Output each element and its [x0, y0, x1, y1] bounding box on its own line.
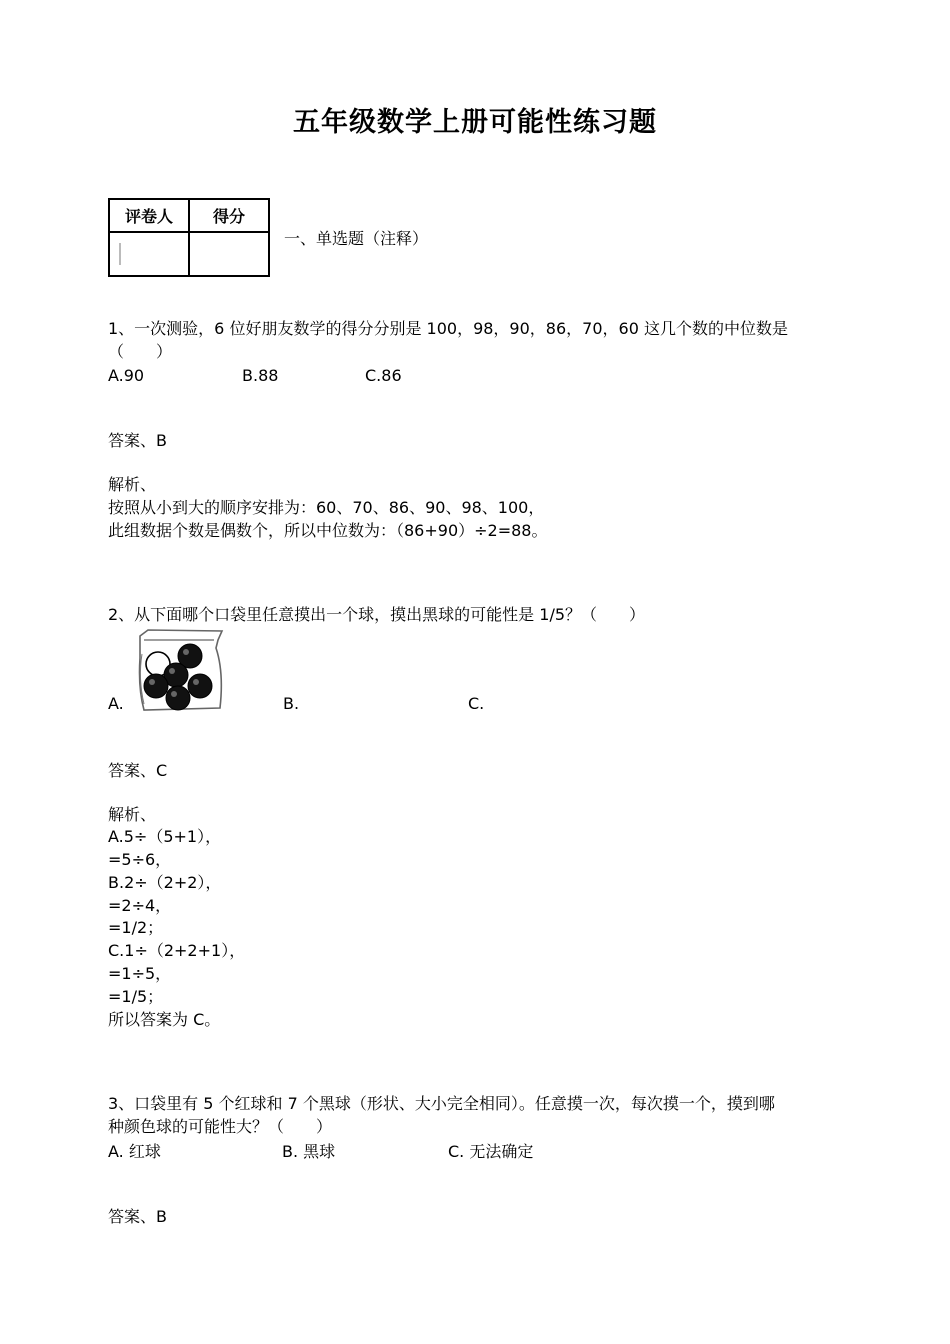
q1-stem-line2: （ ）: [108, 342, 173, 361]
q2-analysis-line: =2÷4，: [108, 896, 172, 915]
grader-header: 评卷人: [109, 199, 189, 232]
q2-analysis-line: B.2÷（2+2），: [108, 873, 222, 892]
q2-analysis-line: A.5÷（5+1），: [108, 827, 222, 846]
q2-answer: 答案、C: [108, 761, 168, 780]
q1-answer: 答案、B: [108, 431, 167, 450]
stray-mark: [119, 243, 121, 265]
grader-cell: [109, 232, 189, 276]
q2-analysis-line: =1÷5，: [108, 964, 172, 983]
page-title: 五年级数学上册可能性练习题: [293, 107, 657, 138]
score-header: 得分: [189, 199, 269, 232]
q3-option-c: C. 无法确定: [448, 1142, 534, 1161]
q2-option-b: B.: [283, 694, 300, 713]
score-cell: [189, 232, 269, 276]
q2-analysis-line: C.1÷（2+2+1），: [108, 941, 246, 960]
q2-analysis-line: =5÷6，: [108, 850, 172, 869]
q2-analysis-line: =1/5；: [108, 987, 164, 1006]
q1-stem-line1: 1、一次测验，6 位好朋友数学的得分分别是 100，98，90，86，70，60 这几个数的中位数是: [108, 319, 788, 338]
section-heading: 一、单选题（注释）: [284, 229, 429, 248]
score-table: [108, 198, 270, 277]
q3-stem-line1: 3、口袋里有 5 个红球和 7 个黑球（形状、大小完全相同）。任意摸一次，每次摸一个，摸到哪: [108, 1094, 775, 1113]
q2-analysis-line: =1/2；: [108, 918, 164, 937]
q2-option-a: A.: [108, 694, 124, 713]
q3-option-b: B. 黑球: [282, 1142, 336, 1161]
q3-stem-line2: 种颜色球的可能性大？（ ）: [108, 1117, 333, 1136]
q2-analysis-label: 解析、: [108, 805, 157, 824]
q1-option-c: C.86: [365, 366, 402, 385]
q1-analysis-line: 此组数据个数是偶数个，所以中位数为：（86+90）÷2=88。: [108, 521, 548, 540]
q2-option-c: C.: [468, 694, 485, 713]
q3-answer: 答案、B: [108, 1207, 167, 1226]
ball-bag-image: [134, 628, 226, 716]
q1-analysis-line: 按照从小到大的顺序安排为：60、70、86、90、98、100，: [108, 498, 545, 517]
q2-analysis-line: 所以答案为 C。: [108, 1010, 221, 1029]
q2-stem: 2、从下面哪个口袋里任意摸出一个球，摸出黑球的可能性是 1/5？（ ）: [108, 605, 646, 624]
q3-option-a: A. 红球: [108, 1142, 161, 1161]
q1-option-a: A.90: [108, 366, 145, 385]
q1-analysis-label: 解析、: [108, 475, 157, 494]
q1-option-b: B.88: [242, 366, 279, 385]
